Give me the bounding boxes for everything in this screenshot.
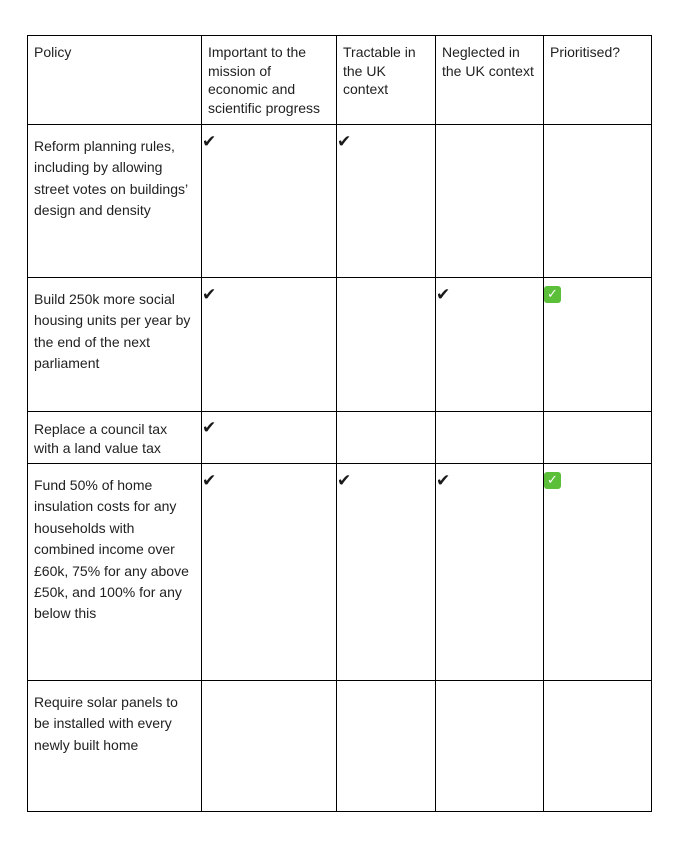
prioritised-cell bbox=[544, 125, 652, 278]
important-cell bbox=[202, 681, 337, 812]
prioritised-cell bbox=[544, 464, 652, 681]
neglected-cell bbox=[436, 464, 544, 681]
check-mark-icon: ✔ bbox=[202, 418, 217, 438]
important-cell bbox=[202, 464, 337, 681]
neglected-cell bbox=[436, 278, 544, 412]
green-check-box-icon: ✓ bbox=[544, 286, 561, 303]
policy-prioritisation-table bbox=[27, 35, 652, 812]
table-row bbox=[28, 125, 652, 278]
tractable-cell bbox=[337, 412, 436, 464]
check-mark-icon: ✔ bbox=[436, 471, 451, 491]
table-row bbox=[28, 278, 652, 412]
prioritised-cell bbox=[544, 412, 652, 464]
header-important: Important to the mission of economic and scientific progress bbox=[202, 36, 337, 125]
policy-cell: Reform planning rules, including by allowing street votes on buildings’ design and density bbox=[28, 125, 202, 278]
policy-cell: Build 250k more social housing units per year by the end of the next parliament bbox=[28, 278, 202, 412]
neglected-cell bbox=[436, 125, 544, 278]
header-policy: Policy bbox=[28, 36, 202, 125]
policy-cell: Require solar panels to be installed with every newly built home bbox=[28, 681, 202, 812]
table-row bbox=[28, 464, 652, 681]
green-check-box-icon: ✓ bbox=[544, 472, 561, 489]
table-row bbox=[28, 681, 652, 812]
neglected-cell bbox=[436, 681, 544, 812]
policy-cell: Replace a council tax with a land value tax bbox=[28, 412, 202, 464]
important-cell bbox=[202, 125, 337, 278]
check-mark-icon: ✔ bbox=[202, 132, 217, 152]
tractable-cell bbox=[337, 125, 436, 278]
prioritised-cell bbox=[544, 681, 652, 812]
check-mark-icon: ✔ bbox=[202, 285, 217, 305]
header-prioritised: Prioritised? bbox=[544, 36, 652, 125]
important-cell bbox=[202, 412, 337, 464]
check-mark-icon: ✔ bbox=[337, 132, 352, 152]
header-tractable: Tractable in the UK context bbox=[337, 36, 436, 125]
header-neglected: Neglected in the UK context bbox=[436, 36, 544, 125]
tractable-cell bbox=[337, 681, 436, 812]
neglected-cell bbox=[436, 412, 544, 464]
prioritised-cell bbox=[544, 278, 652, 412]
table-row bbox=[28, 412, 652, 464]
important-cell bbox=[202, 278, 337, 412]
table-header-row bbox=[28, 36, 652, 125]
check-mark-icon: ✔ bbox=[202, 471, 217, 491]
tractable-cell bbox=[337, 464, 436, 681]
policy-cell: Fund 50% of home insulation costs for any households with combined income over £60k, 75% for any above £50k, and 100% for any below this bbox=[28, 464, 202, 681]
check-mark-icon: ✔ bbox=[436, 285, 451, 305]
check-mark-icon: ✔ bbox=[337, 471, 352, 491]
tractable-cell bbox=[337, 278, 436, 412]
